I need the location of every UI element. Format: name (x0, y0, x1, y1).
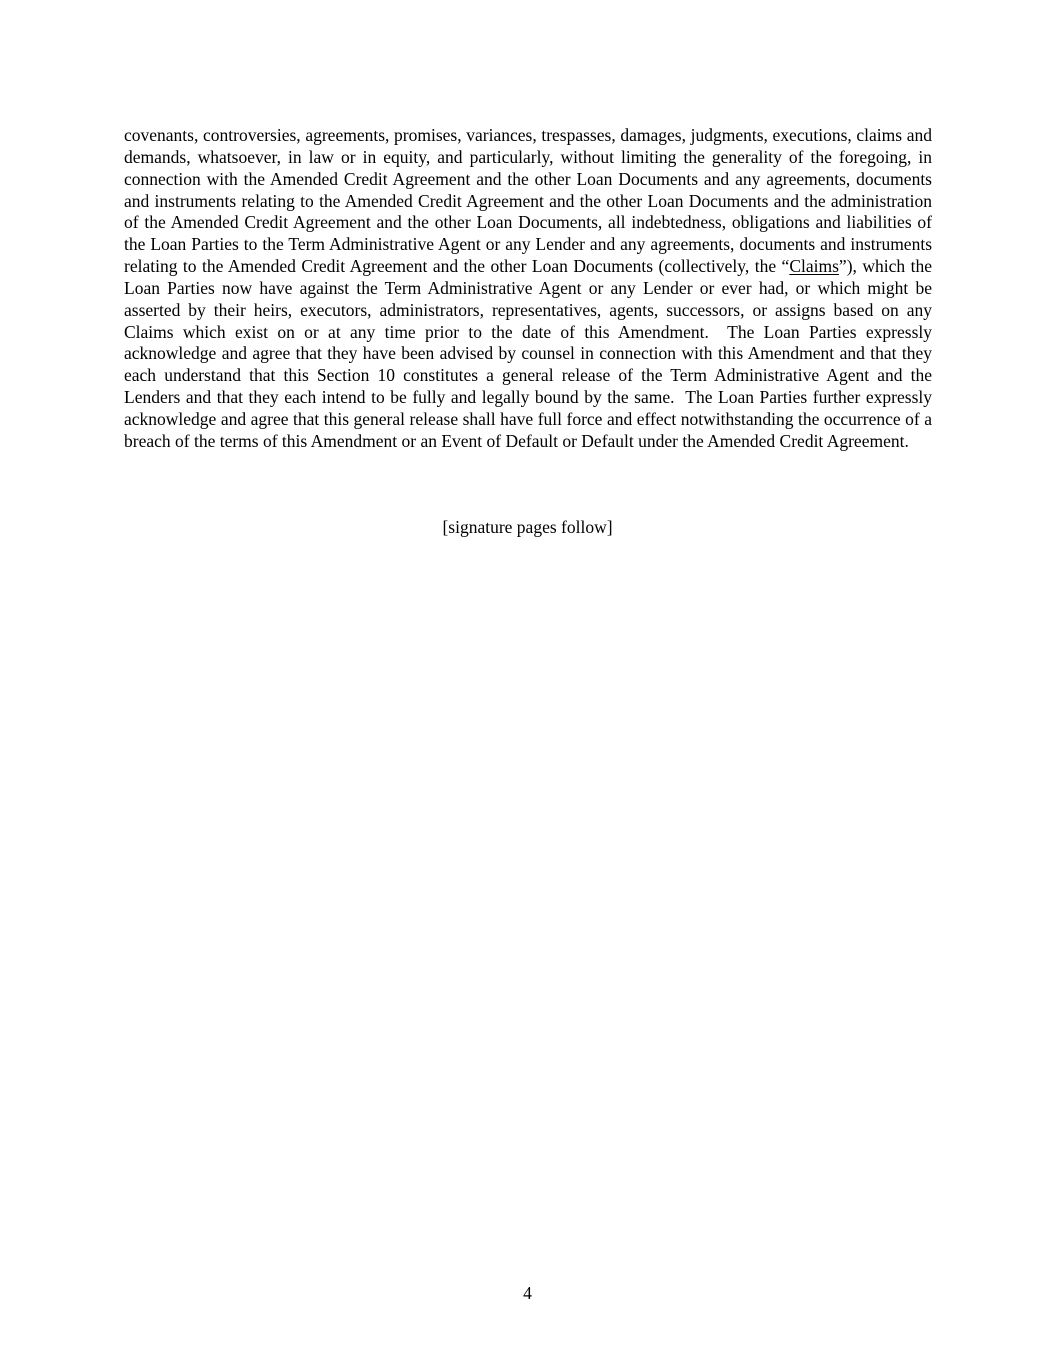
signature-pages-note: [signature pages follow] (442, 517, 613, 537)
defined-term-claims: Claims (789, 256, 839, 277)
paragraph-text-after-term: ”), which the Loan Parties now have against the Term Administrative Agent or any Lender or ever had, or which might be asserted by their heirs, executors, administrators, representatives, agents, successors, or assigns based on any Claims which exist on or at any time prior to the date of this Amendment. The Loan Parties expressly acknowledge and agree that they have been advised by counsel in connection with this Amendment and that they each understand that this Section 10 constitutes a general release of the Term Administrative Agent and the Lenders and that they each intend to be fully and legally bound by the same. The Loan Parties further expressly acknowledge and agree that this general release shall have full force and effect notwithstanding the occurrence of a breach of the terms of this Amendment or an Event of Default or Default under the Amended Credit Agreement. (124, 256, 932, 451)
release-paragraph (124, 125, 932, 453)
paragraph-text-before-term: covenants, controversies, agreements, promises, variances, trespasses, damages, judgments, executions, claims and demands, whatsoever, in law or in equity, and particularly, without limiting the generality of the foregoing, in connection with the Amended Credit Agreement and the other Loan Documents and any agreements, documents and instruments relating to the Amended Credit Agreement and the other Loan Documents and the administration of the Amended Credit Agreement and the other Loan Documents, all indebtedness, obligations and liabilities of the Loan Parties to the Term Administrative Agent or any Lender and any agreements, documents and instruments relating to the Amended Credit Agreement and the other Loan Documents (collectively, the “ (124, 125, 932, 277)
page-number: 4 (523, 1283, 532, 1303)
